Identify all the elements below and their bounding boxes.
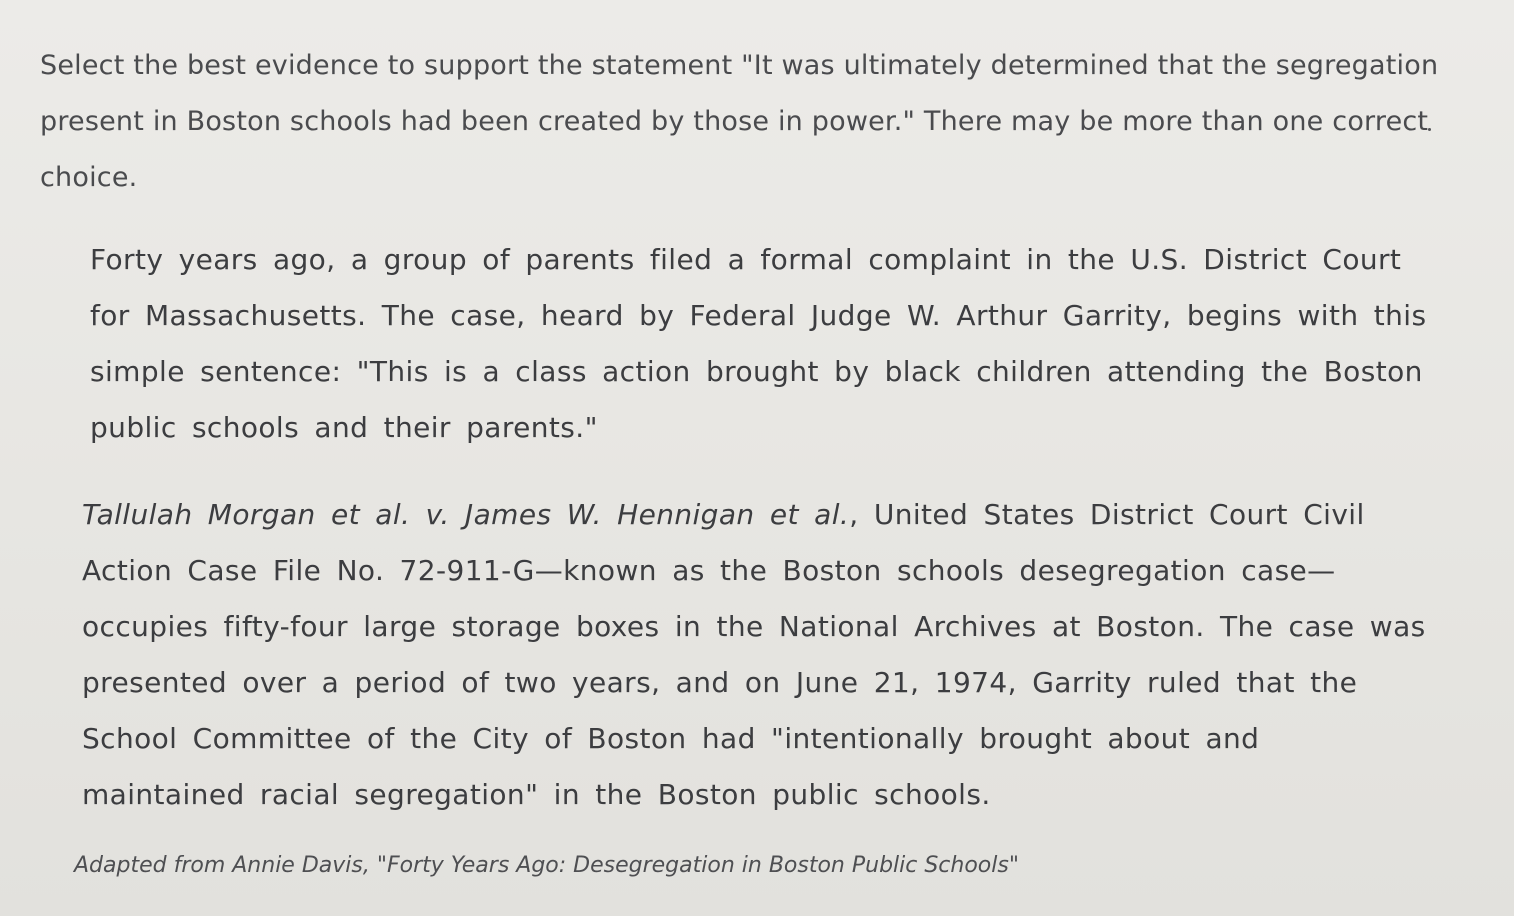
question-prompt: Select the best evidence to support the statement "It was ultimately determined that the segregation present in Boston schools had been created by those in power." There may be more than one correct choice.: [40, 50, 1439, 193]
passage-paragraph-2[interactable]: [82, 487, 1432, 823]
passage-paragraph-1[interactable]: Forty years ago, a group of parents filed a formal complaint in the U.S. District Court for Massachusetts. The case, heard by Federal Judge W. Arthur Garrity, begins with this simple sentence: "This is a class action brought by black children attending the Boston public schools and their parents.": [90, 243, 1427, 444]
paragraph-2-body: , United States District Court Civil Action Case File No. 72-911-G—known as the Boston schools desegregation case—occupies fifty-four large storage boxes in the National Archives at Boston. The case was presented over a period of two years, and on June 21, 1974, Garrity ruled that the School Committee of the City of Boston had "intentionally brought about and maintained racial segregation" in the Boston public schools.: [82, 498, 1426, 811]
stray-dot: [1428, 128, 1431, 131]
source-citation: Adapted from Annie Davis, "Forty Years Ago: Desegregation in Boston Public Schools": [74, 853, 1019, 878]
case-title: Tallulah Morgan et al. v. James W. Hennigan et al.: [82, 498, 850, 531]
